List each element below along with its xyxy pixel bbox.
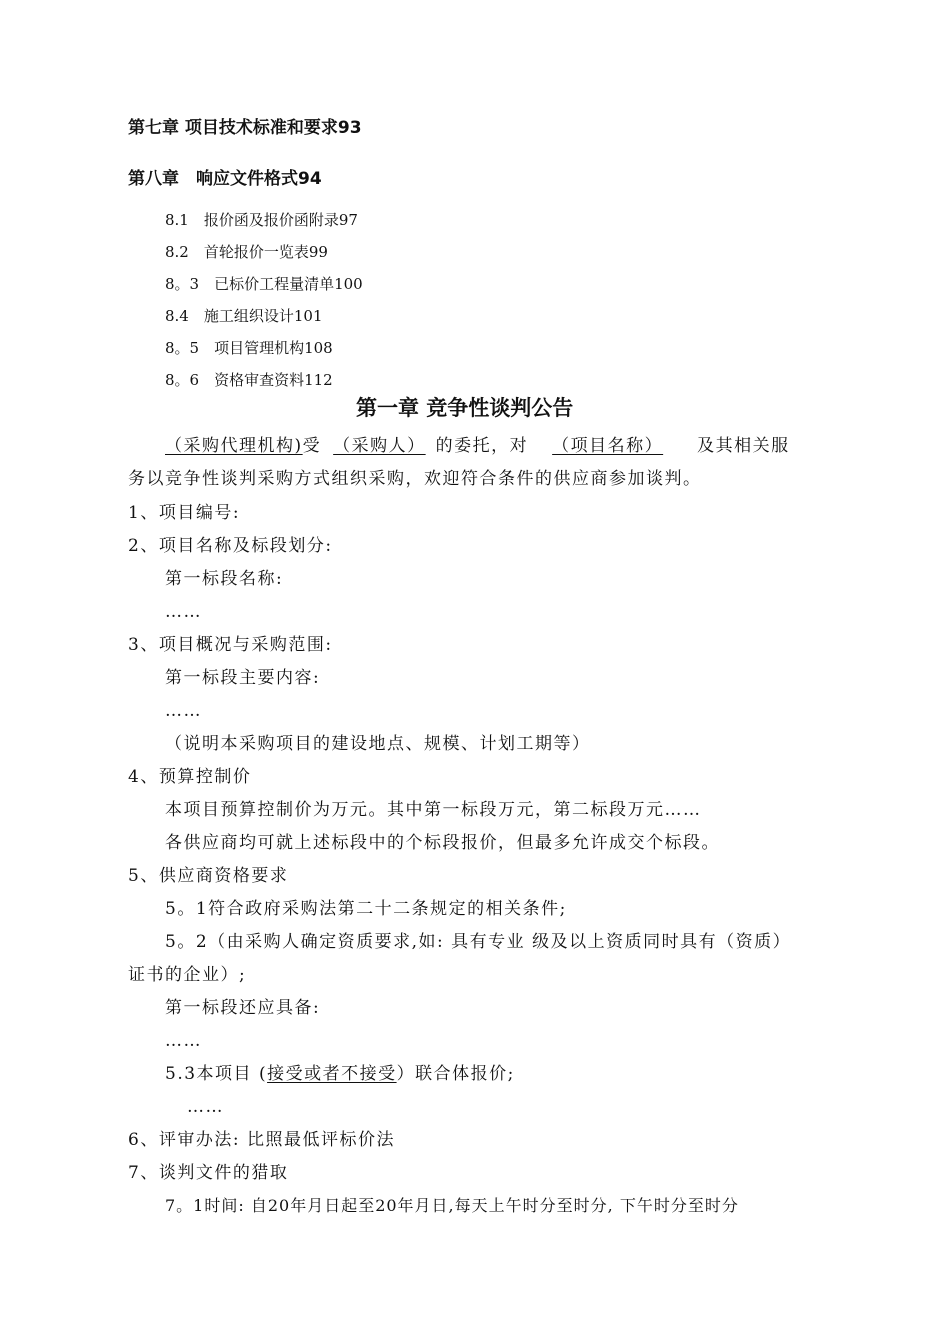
agent-placeholder: （采购代理机构) [165,436,303,456]
section-5-3-post: ）联合体报价; [396,1064,515,1084]
intro-shou: 受 [302,436,322,456]
chapter-title: 第一章 竞争性谈判公告 [356,396,574,420]
section-5-heading: 5、供应商资格要求 [128,866,289,886]
intro-tail: 及其相关服 [697,436,790,456]
toc-item-8-6[interactable]: 8。6 资格审查资料112 [165,371,333,389]
consortium-option: 接受或者不接受 [267,1064,397,1084]
section-4-heading: 4、预算控制价 [128,767,252,787]
section-7-heading: 7、谈判文件的猎取 [128,1163,289,1183]
section-3-ellipsis: …… [165,701,202,721]
section-7-1: 7。1时间: 自20年月日起至20年月日,每天上午时分至时分, 下午时分至时分 [165,1196,739,1215]
toc-item-8-5[interactable]: 8。5 项目管理机构108 [165,339,333,357]
intro-entrust: 的委托，对 [435,436,529,456]
section-1-heading: 1、项目编号: [128,503,241,523]
section-5-2-cont: 证书的企业）; [128,965,247,985]
section-5-ellipsis: …… [165,1031,202,1051]
buyer-placeholder: （采购人） [333,436,426,456]
section-3-lot-content: 第一标段主要内容: [165,668,321,688]
toc-item-8-2[interactable]: 8.2 首轮报价一览表99 [165,243,328,261]
intro-line-2: 务以竞争性谈判采购方式组织采购，欢迎符合条件的供应商参加谈判。 [128,469,702,489]
toc-item-8-4[interactable]: 8.4 施工组织设计101 [165,307,323,325]
section-2-lot-name: 第一标段名称: [165,569,284,589]
section-2-ellipsis: …… [165,602,202,622]
section-2-heading: 2、项目名称及标段划分: [128,536,333,556]
section-6-heading: 6、评审办法: 比照最低评标价法 [128,1130,395,1150]
section-5-ellipsis-2: …… [187,1097,224,1117]
toc-item-8-1[interactable]: 8.1 报价函及报价函附录97 [165,211,358,229]
section-5-2: 5。2（由采购人确定资质要求,如: 具有专业 级及以上资质同时具有（资质） [165,932,792,952]
section-5-lot-extra: 第一标段还应具备: [165,998,321,1018]
section-5-3-pre: 5.3本项目 ( [165,1064,268,1084]
toc-chapter-8[interactable]: 第八章 响应文件格式94 [128,169,322,189]
toc-chapter-7[interactable]: 第七章 项目技术标准和要求93 [128,118,362,138]
section-3-heading: 3、项目概况与采购范围: [128,635,333,655]
section-5-1: 5。1符合政府采购法第二十二条规定的相关条件; [165,899,567,919]
project-placeholder: （项目名称） [552,436,664,456]
section-3-note: （说明本采购项目的建设地点、规模、计划工期等） [165,734,591,754]
section-5-3 [165,1066,515,1083]
toc-item-8-3[interactable]: 8。3 已标价工程量清单100 [165,275,363,293]
section-4-budget: 本项目预算控制价为万元。其中第一标段万元，第二标段万元…… [165,800,702,820]
intro-line-1 [165,438,790,455]
section-4-lot-limit: 各供应商均可就上述标段中的个标段报价，但最多允许成交个标段。 [165,833,720,853]
